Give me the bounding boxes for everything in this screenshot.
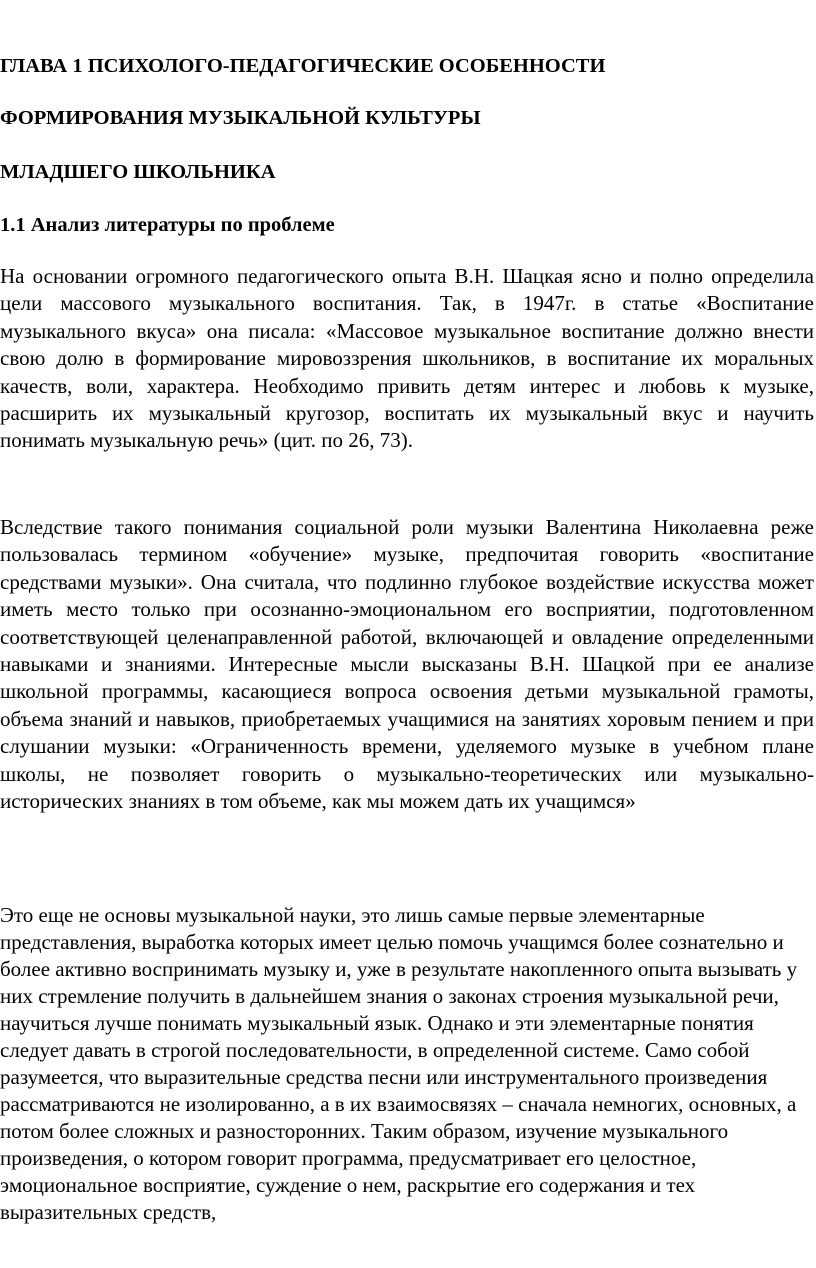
chapter-title-line-1: ГЛАВА 1 ПСИХОЛОГО-ПЕДАГОГИЧЕСКИЕ ОСОБЕННОСТИ <box>0 55 606 77</box>
section-title: 1.1 Анализ литературы по проблеме <box>0 214 335 236</box>
chapter-title-line-3: МЛАДШЕГО ШКОЛЬНИКА <box>0 161 276 183</box>
chapter-title-line-2: ФОРМИРОВАНИЯ МУЗЫКАЛЬНОЙ КУЛЬТУРЫ <box>0 107 481 129</box>
paragraph-2: Вследствие такого понимания социальной роли музыки Валентина Николаевна реже пользовалась термином «обучение» музыке, предпочитая говорить «воспитание средствами музыки». Она считала, что подлинно глубокое воздействие искусства может иметь место только при осознанно-эмоциональном его восприятии, подготовленном соответствующей целенаправленной работой, включающей и овладение определенными навыками и знаниями. Интересные мысли высказаны В.Н. Шацкой при ее анализе школьной программы, касающиеся вопроса освоения детьми музыкальной грамоты, объема знаний и навыков, приобретаемых учащимися на занятиях хоровым пением и при слушании музыки: «Ограниченность времени, уделяемого музыке в учебном плане школы, не позволяет говорить о музыкально-теоретических или музыкально-исторических знаниях в том объеме, как мы можем дать их учащимся» <box>0 515 814 814</box>
paragraph-1: На основании огромного педагогического опыта В.Н. Шацкая ясно и полно определила цели массового музыкального воспитания. Так, в 1947г. в статье «Воспитание музыкального вкуса» она писала: «Массовое музыкальное воспитание должно внести свою долю в формирование мировоззрения школьников, в воспитание их моральных качеств, воли, характера. Необходимо привить детям интерес и любовь к музыке, расширить их музыкальный кругозор, воспитать их музыкальный вкус и научить понимать музыкальную речь» (цит. по 26, 73). <box>0 264 814 453</box>
paragraph-3: Это еще не основы музыкальной науки, это лишь самые первые элементарные представления, выработка которых имеет целью помочь учащимся более сознательно и более активно воспринимать музыку и, уже в результате накопленного опыта вызывать у них стремление получить в дальнейшем знания о законах строения музыкальной речи, научиться лучше понимать музыкальный язык. Однако и эти элементарные понятия следует давать в строгой последовательности, в определенной системе. Само собой разумеется, что выразительные средства песни или инструментального произведения рассматриваются не изолированно, а в их взаимосвязях – сначала немногих, основных, а потом более сложных и разносторонних. Таким образом, изучение музыкального произведения, о котором говорит программа, предусматривает его целостное, эмоциональное восприятие, суждение о нем, раскрытие его содержания и тех выразительных средств, <box>0 903 798 1224</box>
